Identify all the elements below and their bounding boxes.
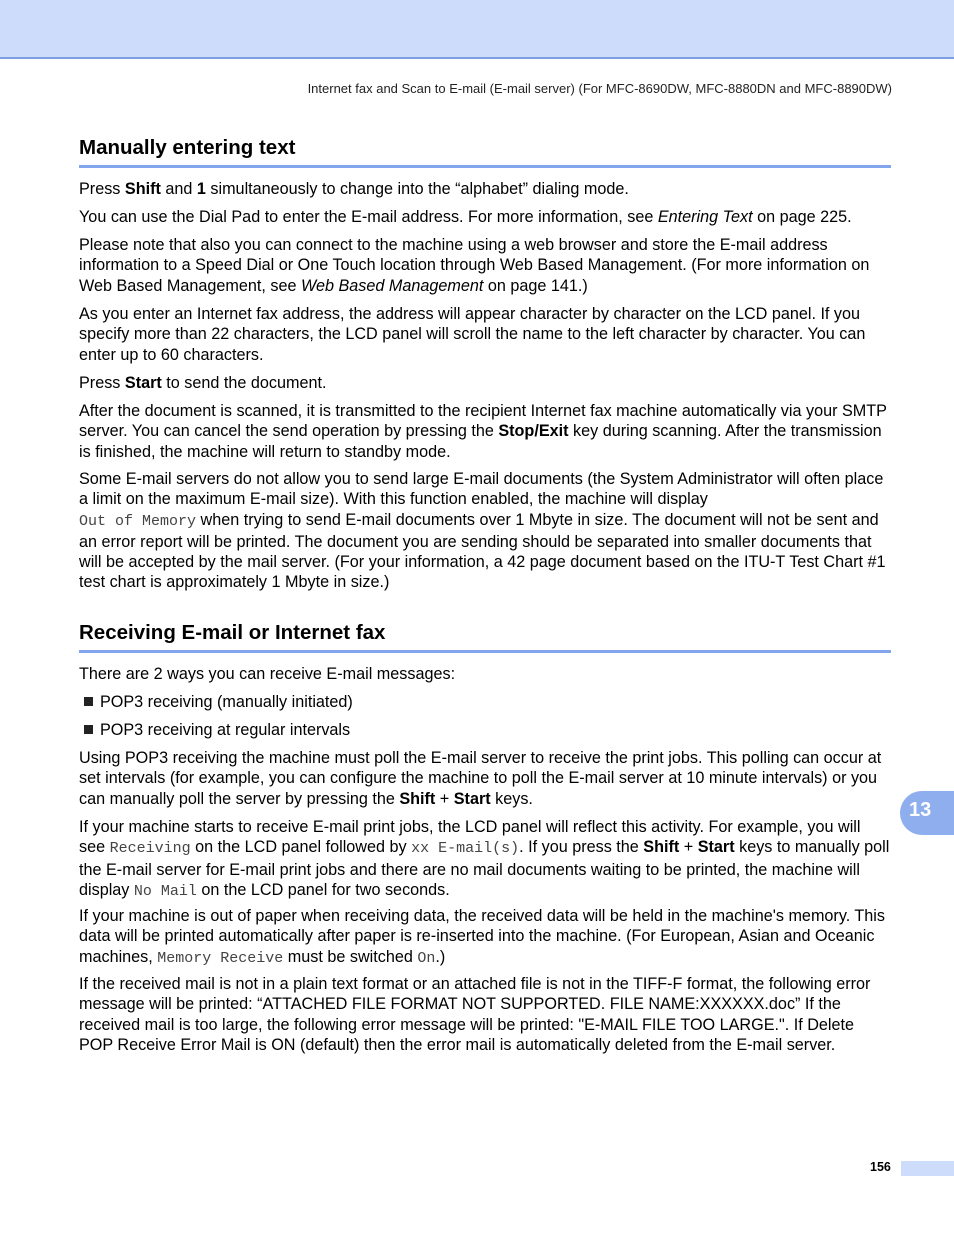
- paragraph: As you enter an Internet fax address, the address will appear character by character on the LCD panel. If you specify more than 22 characters, the LCD panel will scroll the name to the left character by character. You can enter up to 60 characters.: [79, 305, 866, 364]
- page-number: 156: [870, 1160, 891, 1174]
- lcd-message: Memory Receive: [157, 949, 284, 967]
- list-item: POP3 receiving (manually initiated): [84, 692, 353, 712]
- paragraph: If the received mail is not in a plain text format or an attached file is not in the TIFF-F format, the following error message will be printed: “ATTACHED FILE FORMAT NOT SUPPORTED. FILE NAME:XXXXXX.doc” If the received mail is too large, the following error message will be printed: "E-MAIL FILE TOO LARGE.". If Delete POP Receive Error Mail is ON (default) then the error mail is automatically deleted from the E-mail server.: [79, 975, 871, 1054]
- paragraph: Please note that also you can connect to the machine using a web browser and store the E-mail address information to a Speed Dial or One Touch location through Web Based Management. (For more information on Web Based Management, see Web Based Management on page 141.): [79, 236, 870, 295]
- section-heading-manual-text: Manually entering text: [79, 136, 891, 168]
- lcd-message: xx E-mail(s): [411, 840, 520, 858]
- paragraph: If your machine is out of paper when receiving data, the received data will be held in the machine's memory. This data will be printed automatically after paper is re-inserted into the machine. (For European, Asian and Oceanic machines, Memory Receive must be switched On.): [79, 907, 885, 967]
- cross-reference-link[interactable]: Entering Text: [657, 208, 753, 226]
- section-heading-receiving: Receiving E-mail or Internet fax: [79, 621, 891, 653]
- square-bullet-icon: [84, 725, 93, 734]
- paragraph: There are 2 ways you can receive E-mail messages:: [79, 665, 456, 683]
- lcd-message: Out of Memory: [79, 512, 197, 530]
- square-bullet-icon: [84, 697, 93, 706]
- lcd-message: No Mail: [133, 882, 197, 900]
- list-item: POP3 receiving at regular intervals: [84, 720, 350, 740]
- cross-reference-link[interactable]: Web Based Management: [300, 276, 484, 295]
- paragraph: You can use the Dial Pad to enter the E-mail address. For more information, see Entering Text on page 225.: [79, 208, 852, 226]
- lcd-message: Receiving: [109, 840, 191, 858]
- paragraph: Some E-mail servers do not allow you to send large E-mail documents (the System Administrator will often place a limit on the maximum E-mail size). With this function enabled, the machine will display Out of Memory when trying to send E-mail documents over 1 Mbyte in size. The document will not be sent and an error report will be printed. The document you are sending should be separated into smaller documents that will be accepted by the mail server. (For your information, a 42 page document based on the ITU-T Test Chart #1 test chart is approximately 1 Mbyte in size.): [79, 470, 886, 592]
- paragraph: Using POP3 receiving the machine must poll the E-mail server to receive the print jobs. This polling can occur at set intervals (for example, you can configure the machine to poll the E-mail server at 10 minute intervals) or you can manually poll the server by pressing the Shift + Start keys.: [79, 749, 882, 808]
- top-banner: [0, 0, 954, 59]
- paragraph: Press Shift and 1 simultaneously to change into the “alphabet” dialing mode.: [79, 180, 629, 198]
- chapter-tab: 13: [900, 791, 954, 835]
- running-header: Internet fax and Scan to E-mail (E-mail server) (For MFC-8690DW, MFC-8880DN and MFC-8890DW): [307, 81, 892, 96]
- paragraph: Press Start to send the document.: [79, 374, 327, 392]
- lcd-message: On: [417, 949, 436, 967]
- paragraph: If your machine starts to receive E-mail print jobs, the LCD panel will reflect this activity. For example, you will see Receiving on the LCD panel followed by xx E-mail(s). If you press the Shift + Start keys to manually poll the E-mail server for E-mail print jobs and there are no mail documents waiting to be printed, the machine will display No Mail on the LCD panel for two seconds.: [79, 818, 890, 900]
- paragraph: After the document is scanned, it is transmitted to the recipient Internet fax machine automatically via your SMTP server. You can cancel the send operation by pressing the Stop/Exit key during scanning. After the transmission is finished, the machine will return to standby mode.: [79, 402, 887, 461]
- page-number-bar: [901, 1161, 954, 1176]
